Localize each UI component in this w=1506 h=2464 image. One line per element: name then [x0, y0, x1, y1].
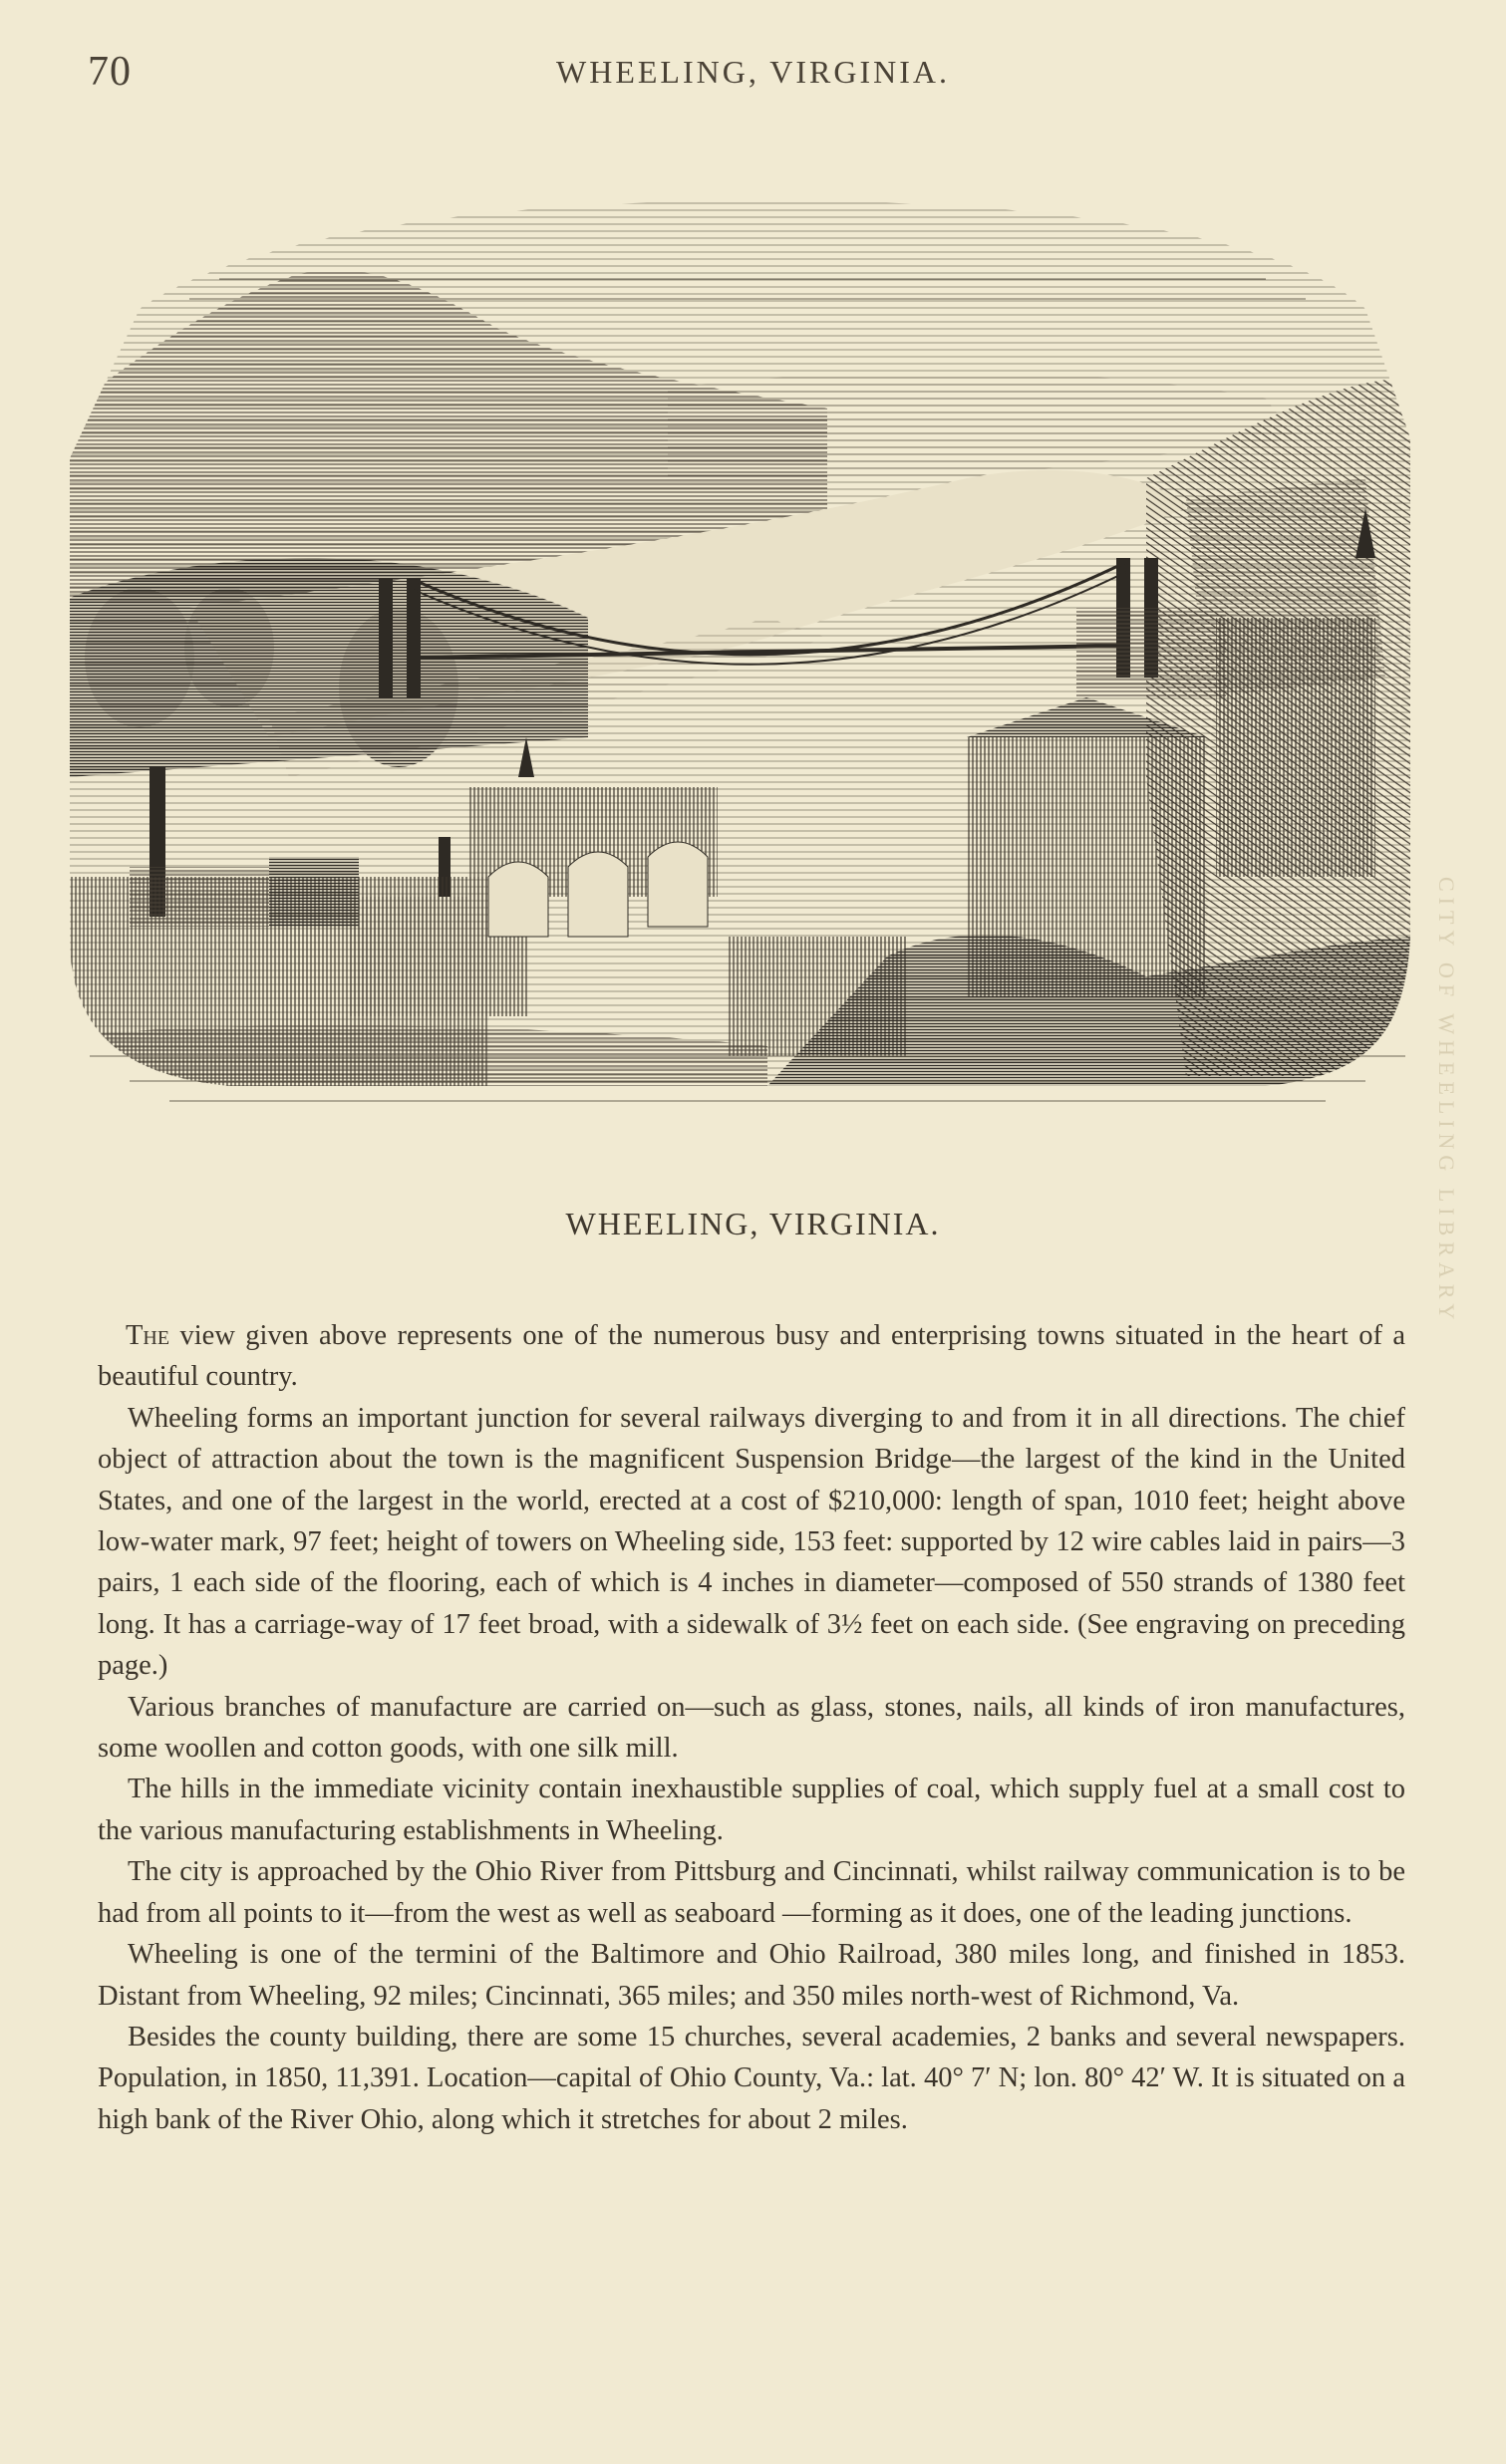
paragraph: The city is approached by the Ohio River from Pittsburg and Cincinnati, whilst railway communication is to be had from all points to it—from the west as well as seaboard —forming as it does, one of the leading junctions. — [98, 1856, 1405, 1929]
library-stamp: CITY OF WHEELING LIBRARY — [1434, 877, 1459, 1326]
paragraph: The hills in the immediate vicinity contain inexhaustible supplies of coal, which supply fuel at a small cost to the various manufacturing establishments in Wheeling. — [98, 1774, 1405, 1846]
paragraph-text: view given above represents one of the numerous busy and enterprising towns situated in the heart of a beautiful country. — [98, 1320, 1406, 1393]
paragraph: Wheeling is one of the termini of the Baltimore and Ohio Railroad, 380 miles long, and finished in 1853. Distant from Wheeling, 92 miles; Cincinnati, 365 miles; and 350 miles north-west of Richmond, Va. — [98, 1939, 1405, 2012]
paragraph: Besides the county building, there are some 15 churches, several academies, 2 banks and several newspapers. Population, in 1850, 11,391. Location—capital of Ohio County, Va.: lat. 40° 7′ N; lon. 80° 42′ W. It is situated on a high bank of the River Ohio, along which it stretches for about 2 miles. — [98, 2021, 1405, 2135]
illustration-caption: WHEELING, VIRGINIA. — [565, 1206, 941, 1241]
page-number: 70 — [88, 49, 132, 95]
wheeling-engraving — [70, 179, 1425, 1146]
running-head: WHEELING, VIRGINIA. — [556, 54, 950, 90]
drop-word: The — [126, 1320, 170, 1351]
article-body — [98, 1315, 1405, 2140]
paragraph: Wheeling forms an important junction for several railways diverging to and from it in all directions. The chief object of attraction about the town is the magnificent Suspension Bridge—the largest of the kind in the United States, and one of the largest in the world, erected at a cost of $210,000: length of span, 1010 feet; height above low-water mark, 97 feet; height of towers on Wheeling side, 153 feet: supported by 12 wire cables laid in pairs—3 pairs, 1 each side of the flooring, each of which is 4 inches in diameter—composed of 550 strands of 1380 feet long. It has a carriage-way of 17 feet broad, with a sidewalk of 3½ feet on each side. (See engraving on preceding page.) — [98, 1402, 1405, 1682]
paragraph — [98, 1315, 1405, 1398]
paragraph: Various branches of manufacture are carried on—such as glass, stones, nails, all kinds of iron manufactures, some woollen and cotton goods, with one silk mill. — [98, 1691, 1405, 1765]
